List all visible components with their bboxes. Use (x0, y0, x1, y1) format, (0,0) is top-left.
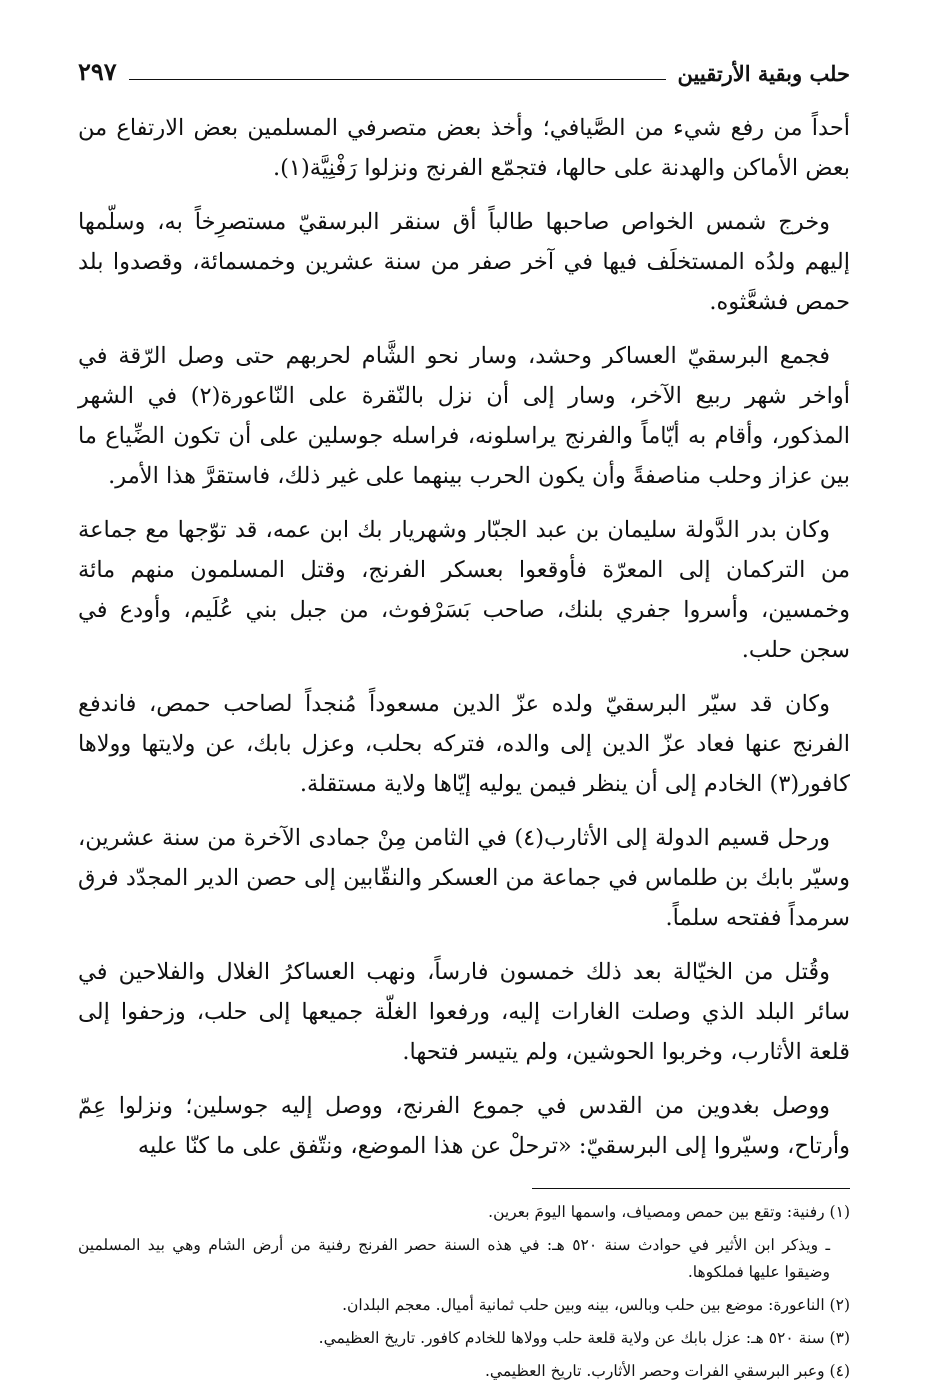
footnote: ـ ويذكر ابن الأثير في حوادث سنة ٥٢٠ هـ: في هذه السنة حصر الفرنج رفنية من أرض الشام وهي بيد المسلمين وضيقوا عليها فملكوها. (78, 1236, 830, 1281)
paragraph: أحداً من رفع شيء من الصَّيافي؛ وأخذ بعض متصرفي المسلمين بعض الارتفاع من بعض الأماكن والهدنة على حالها، فتجمّع الفرنج ونزلوا رَفْنِيَّة(١). (78, 115, 850, 181)
paragraph: وخرج شمس الخواص صاحبها طالباً أق سنقر البرسقيّ مستصرِخاً به، وسلّمها إليهم ولدُه المستخلَف فيها في آخر صفر من سنة عشرين وخمسمائة، وقصدوا بلد حمص فشعَّثوه. (78, 209, 850, 315)
page-number: ٢٩٧ (78, 57, 117, 86)
paragraph: ورحل قسيم الدولة إلى الأثارب(٤) في الثامن مِنْ جمادى الآخرة من سنة عشرين، وسيّر بابك بن طلماس في جماعة من العسكر والنقّابين إلى حصن الدير المجدّد فرق سرمداً ففتحه سلماً. (78, 825, 850, 931)
paragraph: فجمع البرسقيّ العساكر وحشد، وسار نحو الشَّام لحربهم حتى وصل الرّقة في أواخر شهر ربيع الآخر، وسار إلى أن نزل بالنّقرة على النّاعورة(٢) في الشهر المذكور، وأقام به أيّاماً والفرنج يراسلونه، فراسله جوسلين على أن تكون الضِّياع ما بين عزاز وحلب مناصفةً وأن يكون الحرب بينهما على غير ذلك، فاستقرَّ هذا الأمر. (78, 343, 850, 489)
paragraph: وكان بدر الدَّولة سليمان بن عبد الجبّار وشهريار بك ابن عمه، قد توّجها مع جماعة من التركمان إلى المعرّة فأوقعوا بعسكر الفرنج، وقتل المسلمون منهم مائة وخمسين، وأسروا جفري بلنك، صاحب بَسَرْفوث، من جبل بني عُلَيم، وأودع في سجن حلب. (78, 517, 850, 663)
footnote-separator-wrap (78, 1188, 850, 1189)
footnote: (٢) الناعورة: موضع بين حلب وبالس، بينه وبين حلب ثمانية أميال. معجم البلدان. (342, 1296, 850, 1314)
paragraph: وقُتل من الخيّالة بعد ذلك خمسون فارساً، ونهب العساكرُ الغلال والفلاحين في سائر البلد الذي وصلت الغارات إليه، ورفعوا الغلّة جميعها إلى حلب، وزحفوا إلى قلعة الأثارب، وخربوا الحوشين، ولم يتيسر فتحها. (78, 959, 850, 1065)
footnote-separator (532, 1188, 850, 1189)
body-text (78, 108, 850, 1166)
footnote: (٣) سنة ٥٢٠ هـ: عزل بابك عن ولاية قلعة حلب وولاها للخادم كافور. تاريخ العظيمي. (318, 1329, 850, 1347)
footnote: (٤) وعبر البرسقي الفرات وحصر الأثارب. تاريخ العظيمي. (484, 1362, 850, 1380)
footnotes (78, 1199, 850, 1385)
footnote: (١) رفنية: وتقع بين حمص ومصياف، واسمها اليومَ بعرين. (488, 1203, 850, 1221)
running-title: حلب وبقية الأرتقيين (677, 61, 850, 86)
header-rule (129, 79, 666, 80)
paragraph: وكان قد سيّر البرسقيّ ولده عزّ الدين مسعوداً مُنجداً لصاحب حمص، فاندفع الفرنج عنها فعاد عزّ الدين إلى والده، فتركه بحلب، وعزل بابك، عن ولايتها وولاها كافور(٣) الخادم إلى أن ينظر فيمن يوليه إيّاها ولاية مستقلة. (78, 691, 850, 797)
book-page (78, 56, 850, 1391)
running-header (78, 56, 850, 86)
paragraph: ووصل بغدوين من القدس في جموع الفرنج، ووصل إليه جوسلين؛ ونزلوا عِمّ وأرتاح، وسيّروا إلى البرسقيّ: «ترحلْ عن هذا الموضع، ونتّفق على ما كنّا عليه (78, 1093, 850, 1159)
